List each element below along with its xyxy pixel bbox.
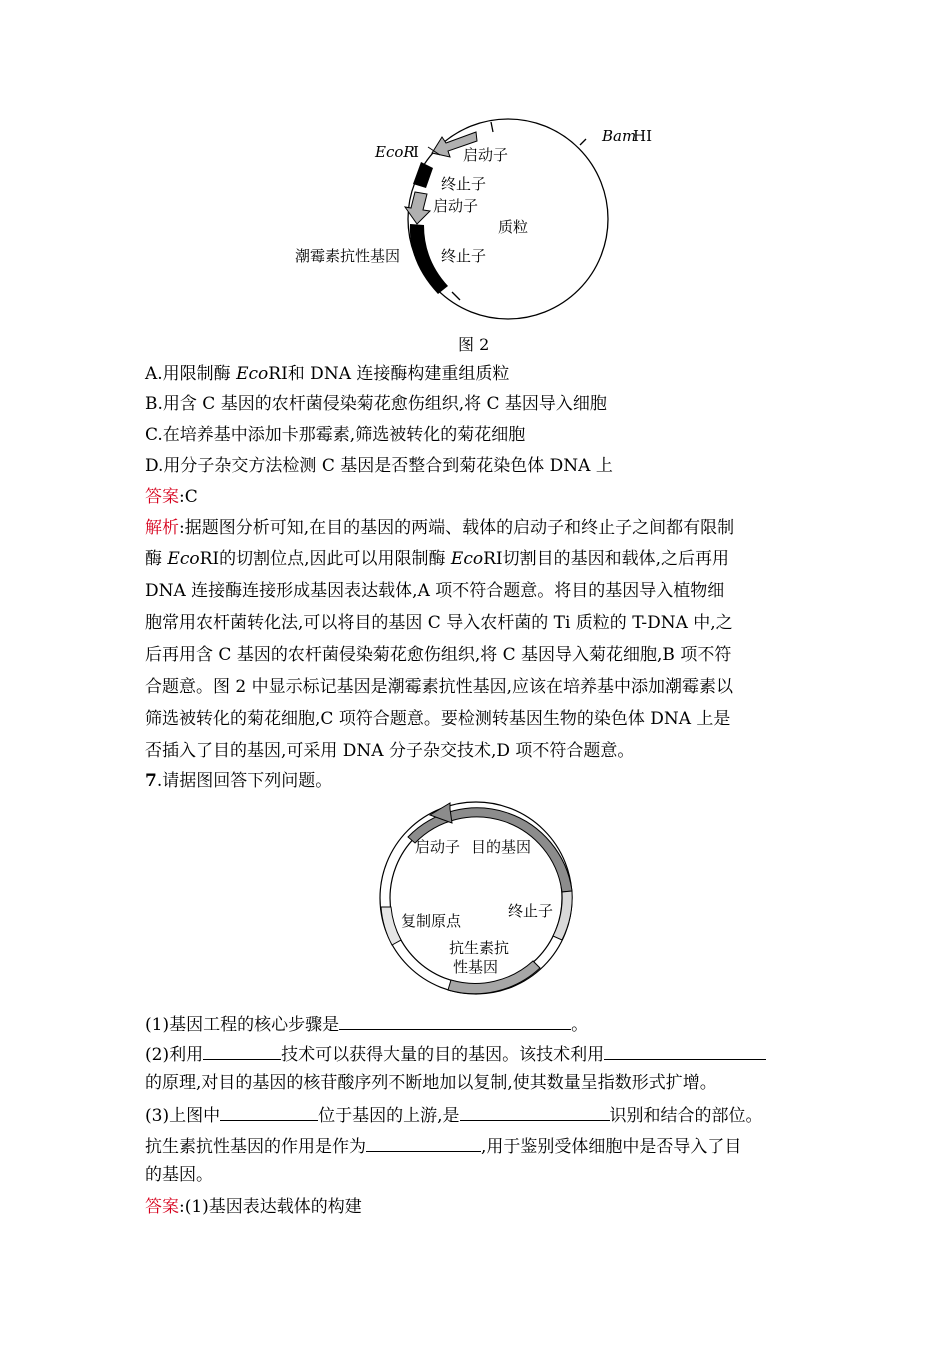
terminator-block-top [413,162,433,188]
analysis-text-2c: RⅠ切割目的基因和载体,之后再用 [483,549,729,569]
analysis-line-6: 合题意。图 2 中显示标记基因是潮霉素抗性基因,应该在培养基中添加潮霉素以 [145,677,734,697]
q7-sub3-blank-2[interactable] [460,1104,610,1121]
origin-band [381,907,401,945]
q7-sub3-blank-3[interactable] [366,1135,481,1152]
q7-sub3-text: (3)上图中 [145,1106,221,1126]
q7-sub2-line2: 的原理,对目的基因的核苷酸序列不断地加以复制,使其数量呈指数形式扩增。 [145,1073,717,1093]
analysis-text-1: :据题图分析可知,在目的基因的两端、载体的启动子和终止子之间都有限制 [179,518,735,538]
bamhi-suffix: HⅠ [633,127,653,145]
q7-sub3-line3: 的基因。 [145,1165,213,1185]
bamhi-label: Bam [602,127,637,145]
answer-value: :C [179,487,198,507]
q7-answer-value: :(1)基因表达载体的构建 [179,1197,362,1217]
q7-sub2-text-mid: 技术可以获得大量的目的基因。该技术利用 [281,1045,605,1065]
analysis-label: 解析 [145,518,179,538]
q7-sub3-l2-text: 抗生素抗性基因的作用是作为 [145,1137,366,1157]
q7-stem-text: .请据图回答下列问题。 [156,771,333,791]
analysis-line-5: 后再用含 C 基因的农杆菌侵染菊花愈伤组织,将 C 基因导入菊花细胞,B 项不符 [145,645,732,665]
option-a-enzyme: Eco [236,364,269,384]
q7-stem [145,771,332,791]
vector-antibiotic-label-2: 性基因 [453,958,499,976]
q7-sub1 [145,1013,588,1035]
analysis-line-3: DNA 连接酶连接形成基因表达载体,A 项不符合题意。将目的基因导入植物细 [145,581,725,601]
promoter-arrow-middle [405,192,430,224]
q6-answer [145,487,198,507]
figure-2-caption: 图 2 [458,335,490,354]
q7-sub2-text: (2)利用 [145,1045,204,1065]
q7-sub3-text-end: 识别和结合的部位。 [609,1106,763,1126]
vector-target-gene-label: 目的基因 [471,838,532,856]
vector-antibiotic-label-1: 抗生素抗 [449,939,510,957]
analysis-line-2 [145,549,729,569]
q7-sub3-blank-1[interactable] [220,1104,318,1121]
q7-sub2-blank-2[interactable] [604,1043,766,1060]
terminator-label-bottom: 终止子 [441,247,487,265]
option-d: D.用分子杂交方法检测 C 基因是否整合到菊花染色体 DNA 上 [145,456,613,476]
figure-2-plasmid-diagram [280,110,653,325]
hygromycin-gene-label: 潮霉素抗性基因 [295,247,401,265]
option-a-text-end: RⅠ和 DNA 连接酶构建重组质粒 [268,364,510,384]
analysis-line-4: 胞常用农杆菌转化法,可以将目的基因 C 导入农杆菌的 Ti 质粒的 T-DNA 中,之 [145,613,733,633]
analysis-line-7: 筛选被转化的菊花细胞,C 项符合题意。要检测转基因生物的染色体 DNA 上是 [145,709,731,729]
ecori-label: EcoR [375,143,415,161]
ecori-numeral: Ⅰ [413,143,419,161]
analysis-line-1 [145,518,734,538]
q7-sub1-text: (1)基因工程的核心步骤是 [145,1015,340,1035]
tick-bottom [452,292,460,300]
q7-sub3 [145,1104,763,1126]
q7-answer [145,1197,362,1217]
option-a-text: A.用限制酶 [145,364,237,384]
promoter-label-middle: 启动子 [433,197,479,215]
analysis-enzyme-1: Eco [167,549,200,569]
vector-origin-label: 复制原点 [401,912,462,930]
vector-promoter-label: 启动子 [415,838,461,856]
option-c: C.在培养基中添加卡那霉素,筛选被转化的菊花细胞 [145,425,526,445]
analysis-text-2a: 酶 [145,549,168,569]
tick-bamhi [580,139,586,145]
tick-top [491,122,493,132]
q7-sub2 [145,1043,766,1065]
option-a [145,364,509,384]
figure-q7-vector-diagram [370,795,585,1000]
q7-sub1-blank[interactable] [339,1013,571,1030]
q7-sub3-l2-end: ,用于鉴别受体细胞中是否导入了目 [481,1137,742,1157]
terminator-band [553,891,572,940]
vector-terminator-label: 终止子 [508,902,554,920]
q7-sub1-end: 。 [571,1015,589,1035]
analysis-text-2b: RⅠ的切割位点,因此可以用限制酶 [199,549,451,569]
answer-label: 答案 [145,487,179,507]
q7-answer-label: 答案 [145,1197,179,1217]
terminator-label-top: 终止子 [441,175,487,193]
q7-sub3-text-mid: 位于基因的上游,是 [318,1106,460,1126]
option-b: B.用含 C 基因的农杆菌侵染菊花愈伤组织,将 C 基因导入细胞 [145,394,607,414]
q7-number: 7 [145,771,157,791]
promoter-label-top: 启动子 [463,146,509,164]
analysis-line-8: 否插入了目的基因,可采用 DNA 分子杂交技术,D 项不符合题意。 [145,741,635,761]
q7-sub2-blank-1[interactable] [203,1043,281,1060]
plasmid-label: 质粒 [498,218,529,236]
q7-sub3-line2 [145,1135,741,1157]
analysis-enzyme-2: Eco [450,549,484,569]
